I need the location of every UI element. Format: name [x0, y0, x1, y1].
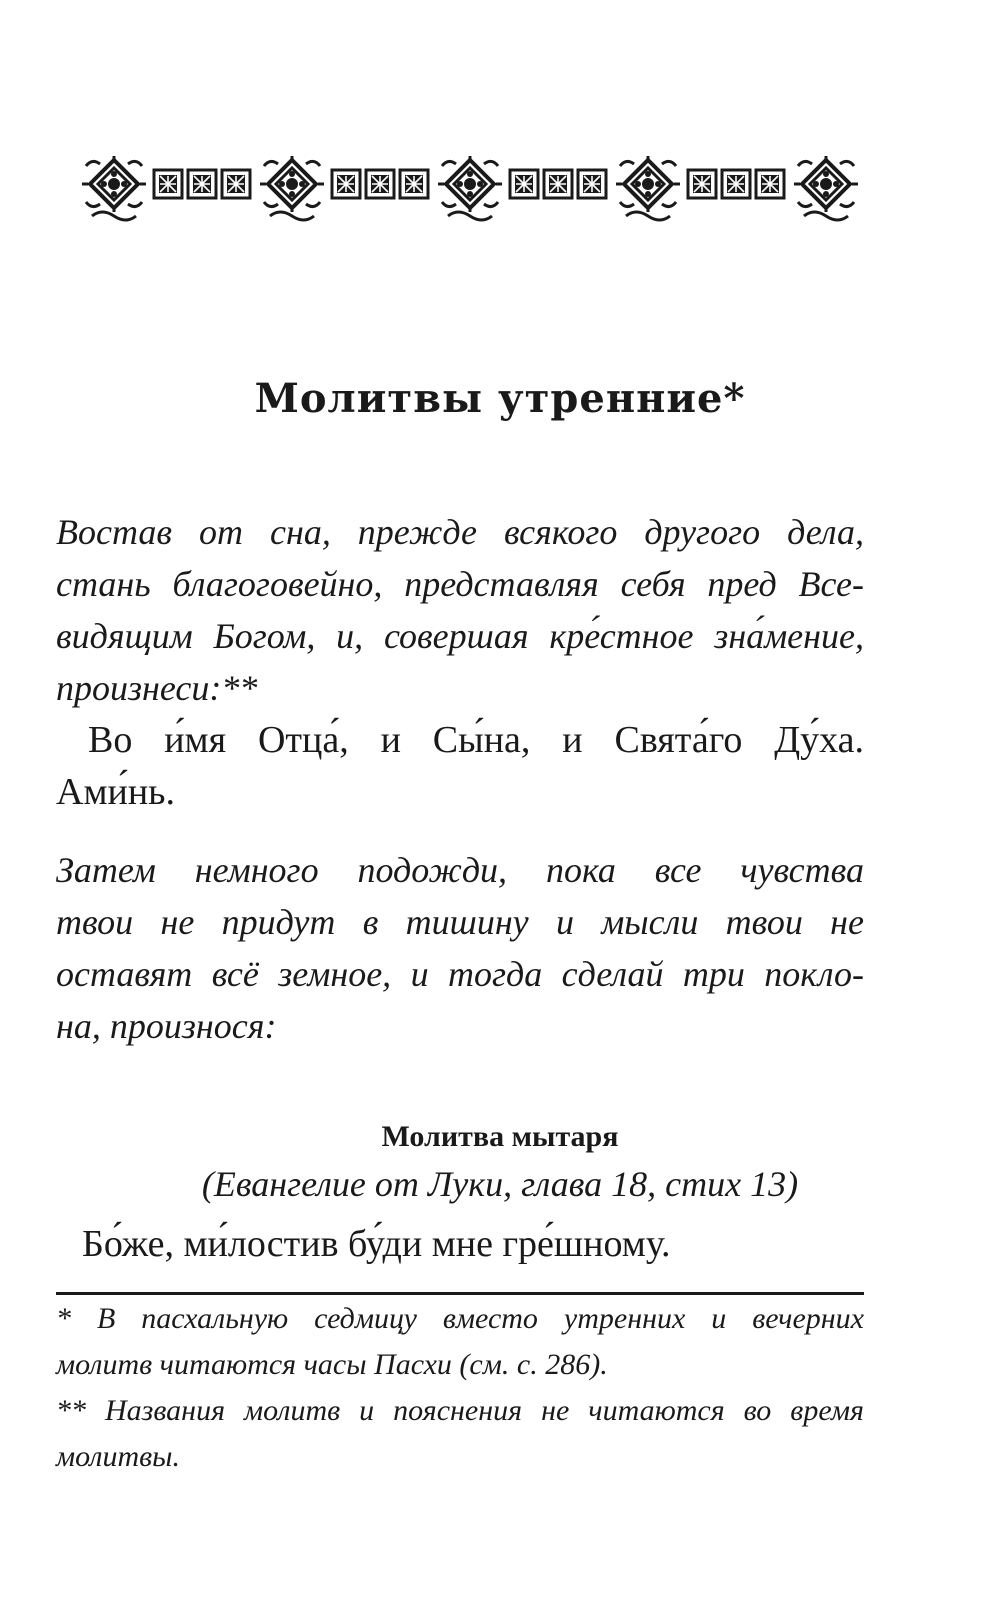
rubric-line: произнеси:** — [56, 668, 258, 708]
ornament-box — [188, 170, 216, 198]
rubric-line: Затем немного подожди, пока все чувства — [56, 850, 864, 890]
footnotes — [56, 1296, 864, 1480]
publican-prayer: Бо́же, ми́лостив бу́ди мне гре́шному. — [82, 1223, 671, 1265]
ornament-box — [400, 170, 428, 198]
ornament-box — [722, 170, 750, 198]
ornament-box — [366, 170, 394, 198]
ornament-box — [332, 170, 360, 198]
rubric-line: на, произнося: — [56, 1006, 277, 1046]
ornament-box — [222, 170, 250, 198]
footnote-divider — [56, 1292, 864, 1295]
footnote-line: молитвы. — [56, 1440, 180, 1473]
invocation-prayer — [56, 714, 864, 818]
rubric-line: оставят всё земное, и тогда сделай три покло- — [56, 954, 864, 994]
ornament-motif — [82, 156, 146, 220]
footnote-line: * В пасхальную седмицу вместо утренних и вечерних — [56, 1302, 864, 1335]
prayer-line: Ами́нь. — [56, 771, 175, 813]
ornament-box — [510, 170, 538, 198]
ornament-box — [688, 170, 716, 198]
ornament-band — [80, 148, 920, 224]
rubric-line: стань благоговейно, представляя себя пред Все- — [56, 564, 864, 604]
footnote-line: ** Названия молитв и пояснения не читаются во время — [56, 1394, 864, 1427]
rubric-before-invocation — [56, 506, 864, 714]
ornament-box — [544, 170, 572, 198]
ornament-motif — [616, 156, 680, 220]
ornament-motif — [438, 156, 502, 220]
prayer-heading: Молитва мытаря — [381, 1120, 619, 1153]
rubric-before-bows — [56, 844, 864, 1052]
ornament-box — [756, 170, 784, 198]
ornament-box — [578, 170, 606, 198]
rubric-line: Востав от сна, прежде всякого другого дела, — [56, 512, 864, 552]
footnote-line: молитв читаются часы Пасхи (см. с. 286). — [56, 1348, 608, 1381]
ornament-motif — [794, 156, 858, 220]
rubric-line: твои не придут в тишину и мысли твои не — [56, 902, 864, 942]
ornament-box — [154, 170, 182, 198]
scripture-reference: (Евангелие от Луки, глава 18, стих 13) — [201, 1164, 799, 1204]
rubric-line: видящим Богом, и, совершая кре́стное зна́мение, — [56, 616, 864, 656]
ornament-motif — [260, 156, 324, 220]
page-title: Молитвы утренние* — [254, 375, 746, 422]
prayer-line: Во и́мя Отца́, и Сы́на, и Свята́го Ду́ха. — [88, 719, 864, 761]
